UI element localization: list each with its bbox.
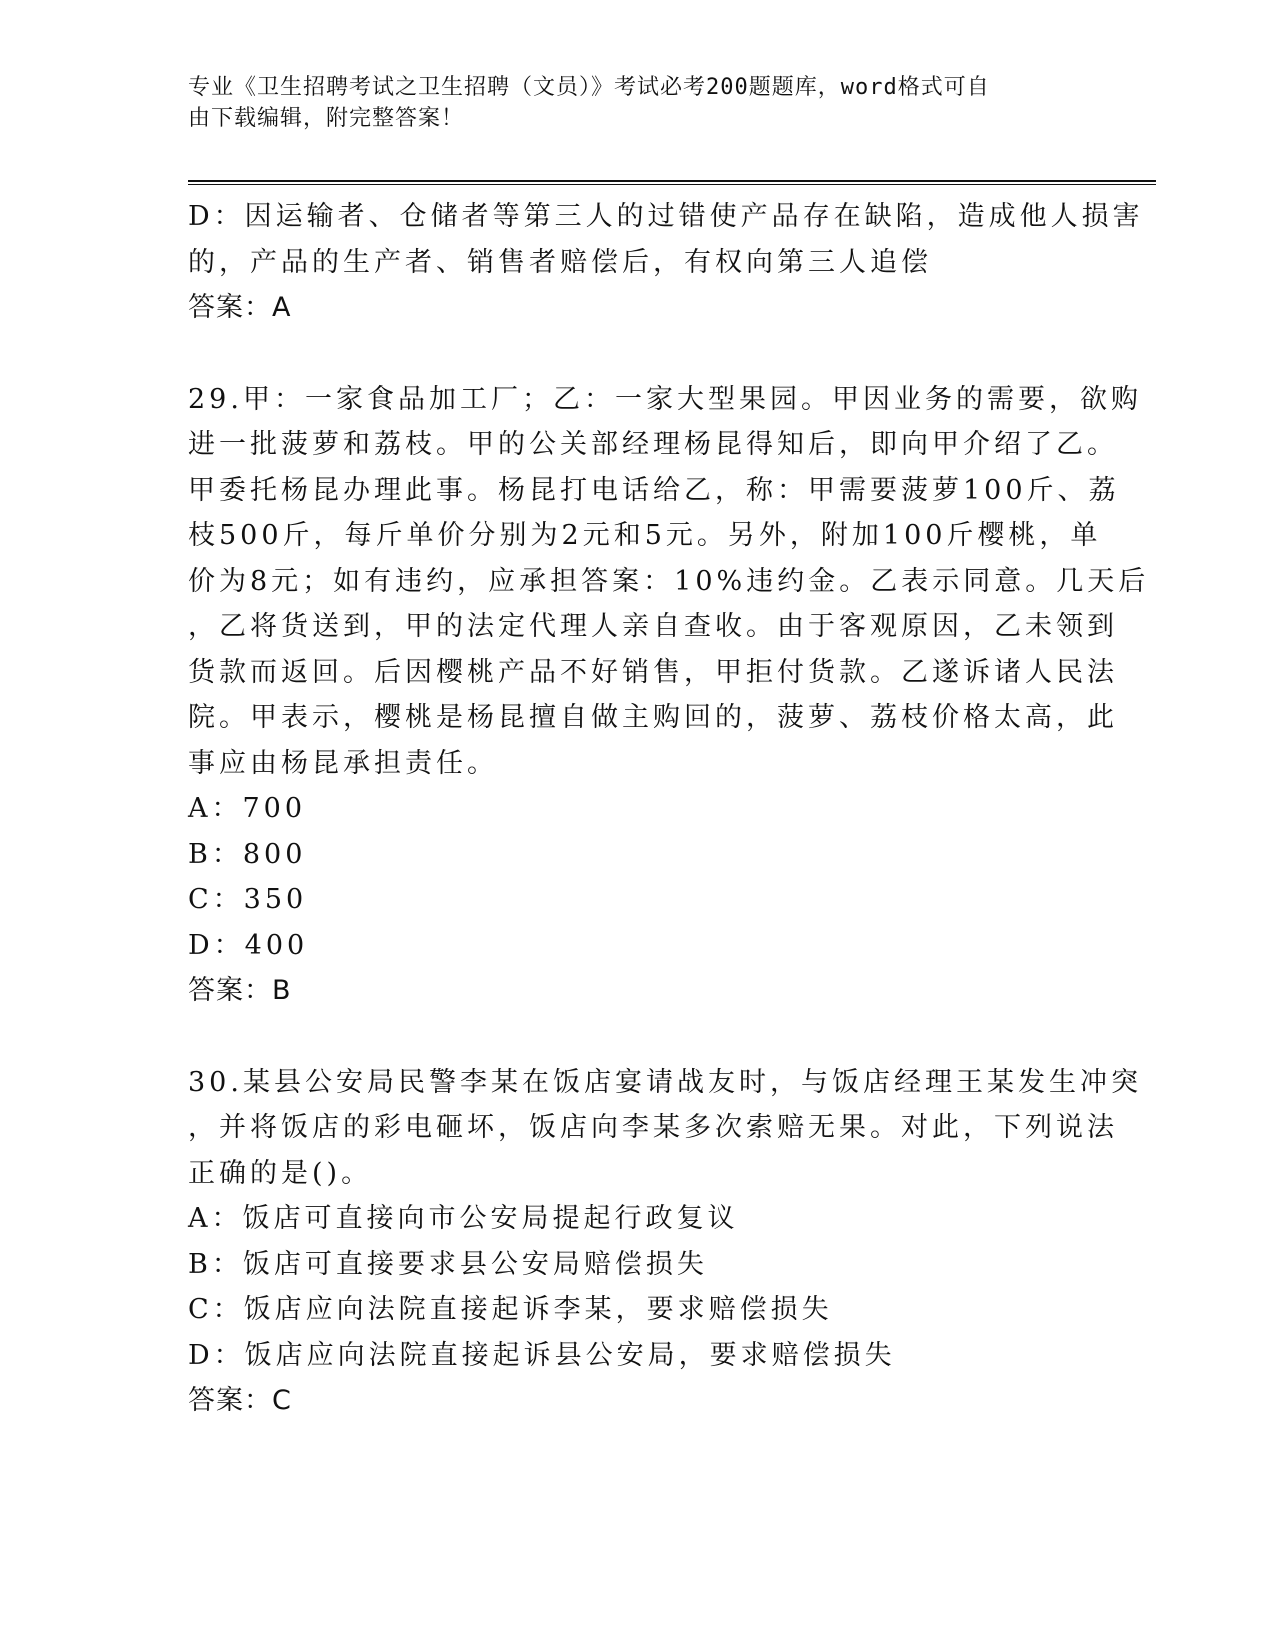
question-text-line: 甲委托杨昆办理此事。杨昆打电话给乙，称：甲需要菠萝100斤、荔 — [188, 474, 1120, 506]
question-text-line: 正确的是()。 — [188, 1157, 373, 1189]
question-text-line: 进一批菠萝和荔枝。甲的公关部经理杨昆得知后，即向甲介绍了乙。 — [188, 429, 1118, 460]
question-29 — [188, 377, 1150, 1014]
question-text-line: ，乙将货送到，甲的法定代理人亲自查收。由于客观原因，乙未领到 — [188, 611, 1118, 642]
option-a: A：700 — [188, 793, 307, 824]
option-b: B：800 — [188, 838, 307, 870]
question-text-line: 枝500斤，每斤单价分别为2元和5元。另外，附加100斤樱桃，单 — [188, 520, 1102, 551]
document-header — [188, 72, 1068, 134]
header-divider-thick — [188, 180, 1156, 182]
option-b: B：饭店可直接要求县公安局赔偿损失 — [188, 1248, 708, 1280]
question-text-line: 30.某县公安局民警李某在饭店宴请战友时，与饭店经理王某发生冲突 — [188, 1066, 1142, 1098]
answer-line: 答案：C — [188, 1385, 292, 1416]
header-line-2: 由下载编辑，附完整答案！ — [188, 106, 465, 131]
previous-question-tail — [188, 194, 1144, 331]
header-divider-thin — [188, 184, 1156, 185]
option-d: D：饭店应向法院直接起诉县公安局，要求赔偿损失 — [188, 1339, 896, 1371]
option-c: C：饭店应向法院直接起诉李某，要求赔偿损失 — [188, 1294, 833, 1325]
question-text-line: ，并将饭店的彩电砸坏，饭店向李某多次索赔无果。对此，下列说法 — [188, 1112, 1118, 1143]
option-d-line-1: D：因运输者、仓储者等第三人的过错使产品存在缺陷，造成他人损害 — [188, 201, 1144, 232]
answer-line: 答案：A — [188, 292, 292, 323]
question-text-line: 29.甲：一家食品加工厂；乙：一家大型果园。甲因业务的需要，欲购 — [188, 383, 1142, 415]
option-c: C：350 — [188, 884, 308, 915]
question-content — [188, 194, 1150, 1424]
question-text-line: 院。甲表示，樱桃是杨昆擅自做主购回的，菠萝、荔枝价格太高，此 — [188, 702, 1118, 733]
question-text-line: 事应由杨昆承担责任。 — [188, 747, 498, 779]
question-text-line: 价为8元；如有违约，应承担答案：10%违约金。乙表示同意。几天后 — [188, 565, 1150, 597]
spacer — [188, 331, 1088, 377]
option-d-line-2: 的，产品的生产者、销售者赔偿后，有权向第三人追偿 — [188, 246, 932, 278]
spacer — [188, 1014, 1088, 1060]
option-d: D：400 — [188, 929, 309, 961]
question-text-line: 货款而返回。后因樱桃产品不好销售，甲拒付货款。乙遂诉诸人民法 — [188, 656, 1118, 688]
header-line-1: 专业《卫生招聘考试之卫生招聘（文员）》考试必考200题题库，word格式可自 — [188, 75, 990, 100]
answer-line: 答案：B — [188, 975, 292, 1006]
question-30 — [188, 1060, 1142, 1424]
option-a: A：饭店可直接向市公安局提起行政复议 — [188, 1203, 739, 1234]
